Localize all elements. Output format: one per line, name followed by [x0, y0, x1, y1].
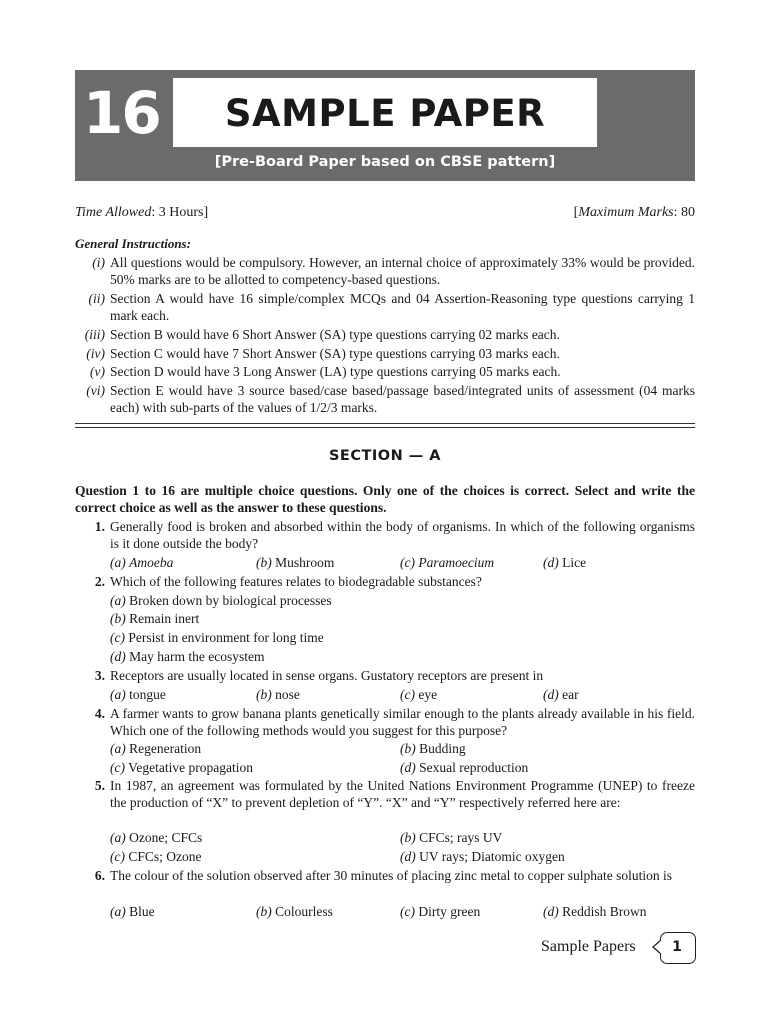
option [256, 903, 333, 920]
marks-value: : 80 [673, 205, 695, 220]
option [400, 903, 480, 920]
option-text: CFCs; Ozone [128, 849, 202, 864]
option [400, 759, 528, 776]
option-text: Dirty green [418, 904, 481, 919]
time-allowed [75, 204, 208, 222]
option [400, 554, 494, 571]
question-number: 1. [94, 519, 105, 534]
option-letter: (c) [400, 555, 415, 570]
instruction-number: (v) [90, 364, 105, 379]
option-text: Broken down by biological processes [129, 593, 332, 608]
footer-label: Sample Papers [541, 938, 636, 955]
question-text: A farmer wants to grow banana plants genetically similar enough to the plants already available in his field. Which one of the following methods would you suggest for this purpose? [110, 706, 695, 738]
question-number: 5. [94, 778, 105, 793]
option [110, 903, 155, 920]
option-text: ear [562, 687, 579, 702]
option-text: Reddish Brown [562, 904, 647, 919]
option [400, 829, 502, 846]
option-letter: (b) [400, 830, 416, 845]
option [110, 610, 199, 627]
time-value: : 3 Hours] [151, 205, 209, 220]
option-letter: (d) [543, 555, 559, 570]
option-letter: (c) [400, 904, 415, 919]
time-label: Time Allowed [75, 205, 152, 220]
option-letter: (d) [110, 649, 126, 664]
instruction-text: Section A would have 16 simple/complex MCQs and 04 Assertion-Reasoning type questions carrying 1 mark each. [110, 291, 695, 323]
paper-number: 16 [83, 79, 160, 147]
section-title: SECTION — A [328, 448, 442, 464]
option [543, 686, 579, 703]
instruction-number: (iii) [84, 327, 105, 342]
divider-line [75, 423, 695, 424]
option [110, 829, 202, 846]
question-number: 4. [94, 706, 105, 721]
question-number: 3. [94, 668, 105, 683]
instruction-text: Section B would have 6 Short Answer (SA) type questions carrying 02 marks each. [110, 327, 560, 342]
option [110, 554, 173, 571]
option [256, 686, 300, 703]
option-letter: (c) [110, 760, 125, 775]
option-letter: (a) [110, 741, 126, 756]
instruction-text: Section E would have 3 source based/case based/passage based/integrated units of assessment (04 marks each) with sub-parts of the values of 1/2/3 marks. [110, 383, 695, 415]
option-letter: (c) [400, 687, 415, 702]
option [543, 903, 647, 920]
option-text: eye [418, 687, 438, 702]
option-text: Regeneration [129, 741, 202, 756]
marks-label: Maximum Marks [578, 205, 674, 220]
option-letter: (d) [400, 849, 416, 864]
question-number: 2. [94, 574, 105, 589]
option [256, 554, 334, 571]
option-letter: (a) [110, 687, 126, 702]
instruction-text: Section D would have 3 Long Answer (LA) type questions carrying 05 marks each. [110, 364, 561, 379]
question-text: In 1987, an agreement was formulated by the United Nations Environment Programme (UNEP) to freeze the production of “X” to prevent depletion of “Y”. “X” and “Y” respectively referred here are: [110, 778, 695, 810]
option-letter: (b) [256, 555, 272, 570]
option-letter: (a) [110, 830, 126, 845]
option [543, 554, 586, 571]
option [110, 592, 332, 609]
option-letter: (a) [110, 593, 126, 608]
page-number: 1 [672, 939, 682, 955]
option-letter: (b) [110, 611, 126, 626]
option-text: Blue [129, 904, 155, 919]
question-text: Generally food is broken and absorbed within the body of organisms. In which of the following organisms is it done outside the body? [110, 519, 695, 551]
option-text: Ozone; CFCs [129, 830, 203, 845]
option-text: May harm the ecosystem [129, 649, 265, 664]
question-text: The colour of the solution observed after 30 minutes of placing zinc metal to copper sulphate solution is [110, 868, 672, 883]
option-letter: (b) [256, 904, 272, 919]
question-text: Receptors are usually located in sense organs. Gustatory receptors are present in [110, 668, 544, 683]
option-text: Paramoecium [418, 555, 495, 570]
instruction-number: (vi) [86, 383, 105, 398]
option-text: Budding [419, 741, 466, 756]
instructions-heading: General Instructions: [75, 236, 191, 251]
option-letter: (d) [543, 904, 559, 919]
option-letter: (c) [110, 849, 125, 864]
option-letter: (a) [110, 904, 126, 919]
option-text: Sexual reproduction [419, 760, 529, 775]
option [110, 648, 264, 665]
instruction-number: (ii) [88, 291, 105, 306]
divider-line [75, 427, 695, 428]
option [110, 686, 166, 703]
option [400, 740, 466, 757]
option [110, 848, 202, 865]
maximum-marks [574, 204, 695, 222]
paper-subtitle: [Pre-Board Paper based on CBSE pattern] [214, 154, 556, 170]
option-text: Vegetative propagation [128, 760, 253, 775]
section-instruction: Question 1 to 16 are multiple choice questions. Only one of the choices is correct. Select and write the correct choice as well as the answer to these questions. [75, 483, 695, 515]
question-text: Which of the following features relates to biodegradable substances? [110, 574, 482, 589]
option [110, 740, 201, 757]
option [110, 759, 253, 776]
question-number: 6. [94, 868, 105, 883]
option-letter: (a) [110, 555, 126, 570]
option [400, 686, 437, 703]
option-letter: (b) [256, 687, 272, 702]
option-letter: (c) [110, 630, 125, 645]
option-text: Remain inert [129, 611, 200, 626]
option-text: Amoeba [129, 555, 174, 570]
option-text: tongue [129, 687, 166, 702]
option-text: CFCs; rays UV [419, 830, 503, 845]
marks-bracket: [ [573, 205, 579, 220]
instruction-number: (iv) [86, 346, 105, 361]
option-text: UV rays; Diatomic oxygen [419, 849, 565, 864]
option-letter: (b) [400, 741, 416, 756]
instruction-text: All questions would be compulsory. However, an internal choice of approximately 33% would be provided. 50% marks are to be allotted to competency-based questions. [110, 255, 695, 287]
option-text: nose [275, 687, 300, 702]
option-text: Mushroom [275, 555, 335, 570]
option [400, 848, 565, 865]
option-text: Lice [562, 555, 587, 570]
option-text: Persist in environment for long time [128, 630, 324, 645]
option-letter: (d) [543, 687, 559, 702]
option-text: Colourless [275, 904, 333, 919]
option-letter: (d) [400, 760, 416, 775]
option [110, 629, 324, 646]
paper-title: SAMPLE PAPER [224, 92, 546, 135]
instruction-text: Section C would have 7 Short Answer (SA) type questions carrying 03 marks each. [110, 346, 560, 361]
instruction-number: (i) [92, 255, 105, 270]
